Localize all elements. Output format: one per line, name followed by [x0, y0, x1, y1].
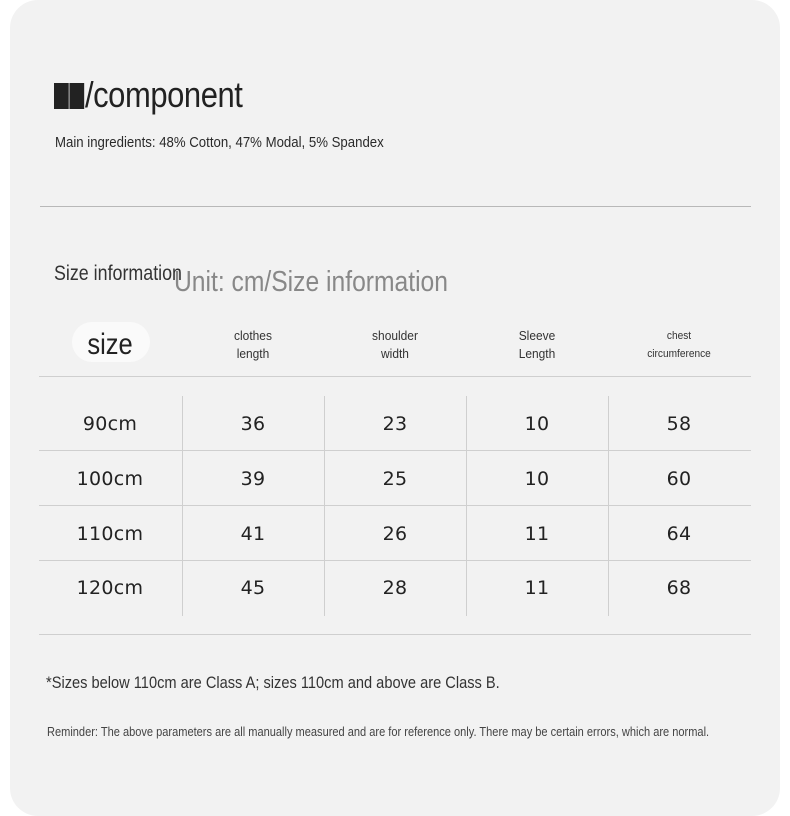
table-cell-chest-circumference: 58 — [666, 413, 692, 435]
table-cell-clothes-length: 45 — [240, 577, 266, 599]
table-cell-size: 90cm — [82, 413, 138, 435]
size-information-heading: Size information — [54, 262, 182, 285]
table-cell-chest-circumference: 68 — [666, 577, 692, 599]
table-cell-sleeve-length: 10 — [524, 413, 550, 435]
header-shoulder-width: shoulder width — [372, 328, 418, 361]
table-cell-sleeve-length: 11 — [524, 577, 550, 599]
title-text: /component — [84, 74, 243, 115]
table-cell-size: 100cm — [76, 468, 144, 490]
table-cell-size: 110cm — [76, 523, 144, 545]
table-cell-shoulder-width: 28 — [382, 577, 408, 599]
table-cell-shoulder-width: 23 — [382, 413, 408, 435]
table-cell-shoulder-width: 26 — [382, 523, 408, 545]
section-divider — [40, 206, 751, 207]
table-cell-chest-circumference: 60 — [666, 468, 692, 490]
ingredients-text: Main ingredients: 48% Cotton, 47% Modal, 5% Spandex — [55, 134, 384, 151]
table-cell-sleeve-length: 11 — [524, 523, 550, 545]
header-size: size — [87, 328, 133, 361]
table-bottom-divider — [39, 634, 751, 635]
table-cell-sleeve-length: 10 — [524, 468, 550, 490]
class-note: *Sizes below 110cm are Class A; sizes 110cm and above are Class B. — [46, 673, 500, 692]
title-glyph-box-icon — [69, 83, 84, 109]
table-cell-clothes-length: 36 — [240, 413, 266, 435]
header-sleeve-length: Sleeve Length — [518, 328, 556, 361]
header-chest-circumference: chest circumference — [647, 330, 711, 360]
title-glyph-box-icon — [54, 83, 69, 109]
table-cell-size: 120cm — [76, 577, 144, 599]
reminder-note: Reminder: The above parameters are all manually measured and are for reference only. There may be certain errors, which are normal. — [47, 724, 710, 739]
unit-label: Unit: cm/Size information — [174, 266, 448, 298]
table-cell-clothes-length: 41 — [240, 523, 266, 545]
header-divider — [39, 376, 751, 377]
page-title — [54, 74, 242, 116]
header-clothes-length: clothes length — [234, 328, 272, 361]
table-cell-chest-circumference: 64 — [666, 523, 692, 545]
table-cell-clothes-length: 39 — [240, 468, 266, 490]
table-cell-shoulder-width: 25 — [382, 468, 408, 490]
